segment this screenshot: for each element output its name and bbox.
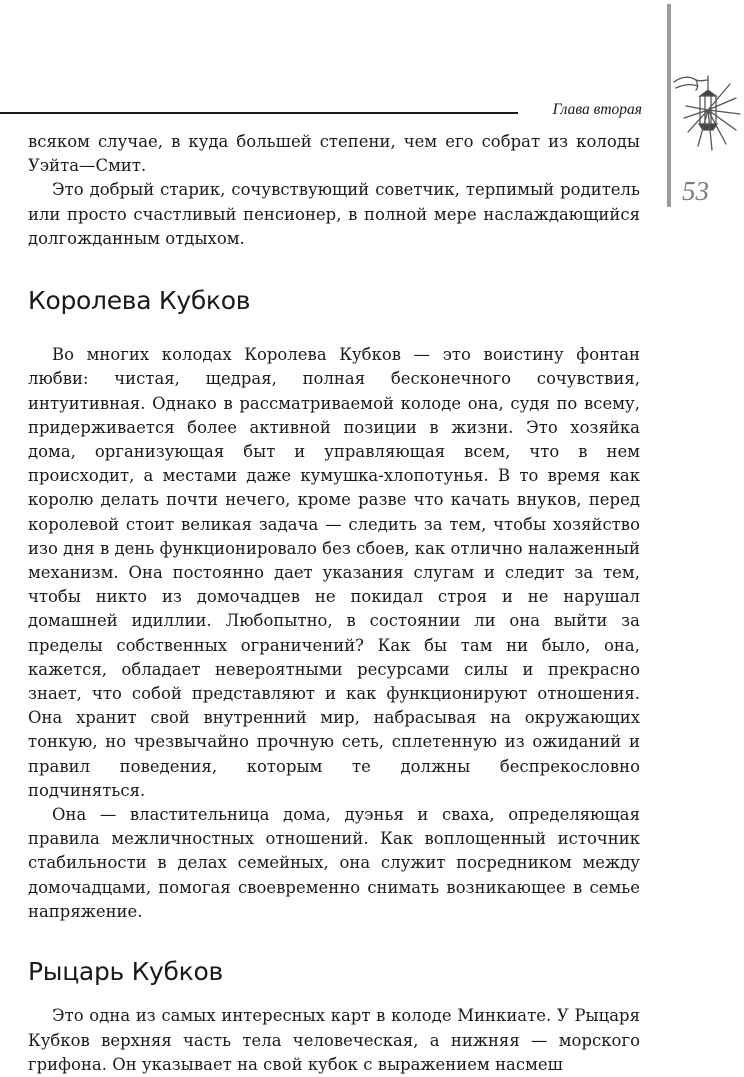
heading-knight-of-cups: Рыцарь Кубков: [28, 957, 223, 987]
page-number: 53: [682, 176, 709, 206]
margin-bar: [667, 4, 671, 207]
page-body: [28, 130, 640, 1077]
paragraph-queen-1: Во многих колодах Королева Кубков — это воистину фонтан любви: чистая, щедрая, полная бесконечного сочувствия, интуитивная. Однако в рассматриваемой колоде она, судя по всему, придерживается более активной позиции в жизни. Это хозяйка дома, организующая быт и управляющая всем, что в нем происходит, а местами даже кумушка-хлопотунья. В то время как королю делать почти нечего, кроме разве что качать внуков, перед королевой стоит великая задача — следить за тем, чтобы хозяйство изо дня в день функционировало без сбоев, как отлично налаженный механизм. Она постоянно дает указания слугам и следит за тем, чтобы никто из домочадцев не покидал строя и не нарушал домашней идиллии. Любопытно, в состоянии ли она выйти за пределы собственных ограничений? Как бы там ни было, она, кажется, обладает невероятными ресурсами силы и прекрасно знает, что собой представляют и как функционируют отношения. Она хранит свой внутренний мир, набрасывая на окружающих тонкую, но чрезвычайно прочную сеть, сплетенную из ожиданий и правил поведения, которым те должны беспрекословно подчиняться.: [28, 345, 640, 800]
paragraph-continued: всяком случае, в куда большей степени, чем его собрат из колоды Уэйта—Смит.: [28, 132, 640, 176]
header-rule: [0, 112, 518, 114]
paragraph-old-man: Это добрый старик, сочувствующий советчик, терпимый родитель или просто счастливый пенсионер, в полной мере наслаждающийся долгожданным отдыхом.: [28, 180, 640, 248]
heading-queen-of-cups: Королева Кубков: [28, 286, 251, 316]
hanging-lantern-icon: [672, 66, 744, 158]
chapter-title: Глава вторая: [552, 101, 642, 118]
paragraph-knight-1: Это одна из самых интересных карт в колоде Минкиате. У Рыцаря Кубков верхняя часть тела человеческая, а нижняя — морского грифона. Он указывает на свой кубок с выражением насмеш: [28, 1006, 640, 1074]
paragraph-queen-2: Она — властительница дома, дуэнья и сваха, определяющая правила межличностных отношений. Как воплощенный источник стабильности в делах семейных, она служит посредником между домочадцами, помогая своевременно снимать возникающее в семье напряжение.: [28, 805, 640, 921]
